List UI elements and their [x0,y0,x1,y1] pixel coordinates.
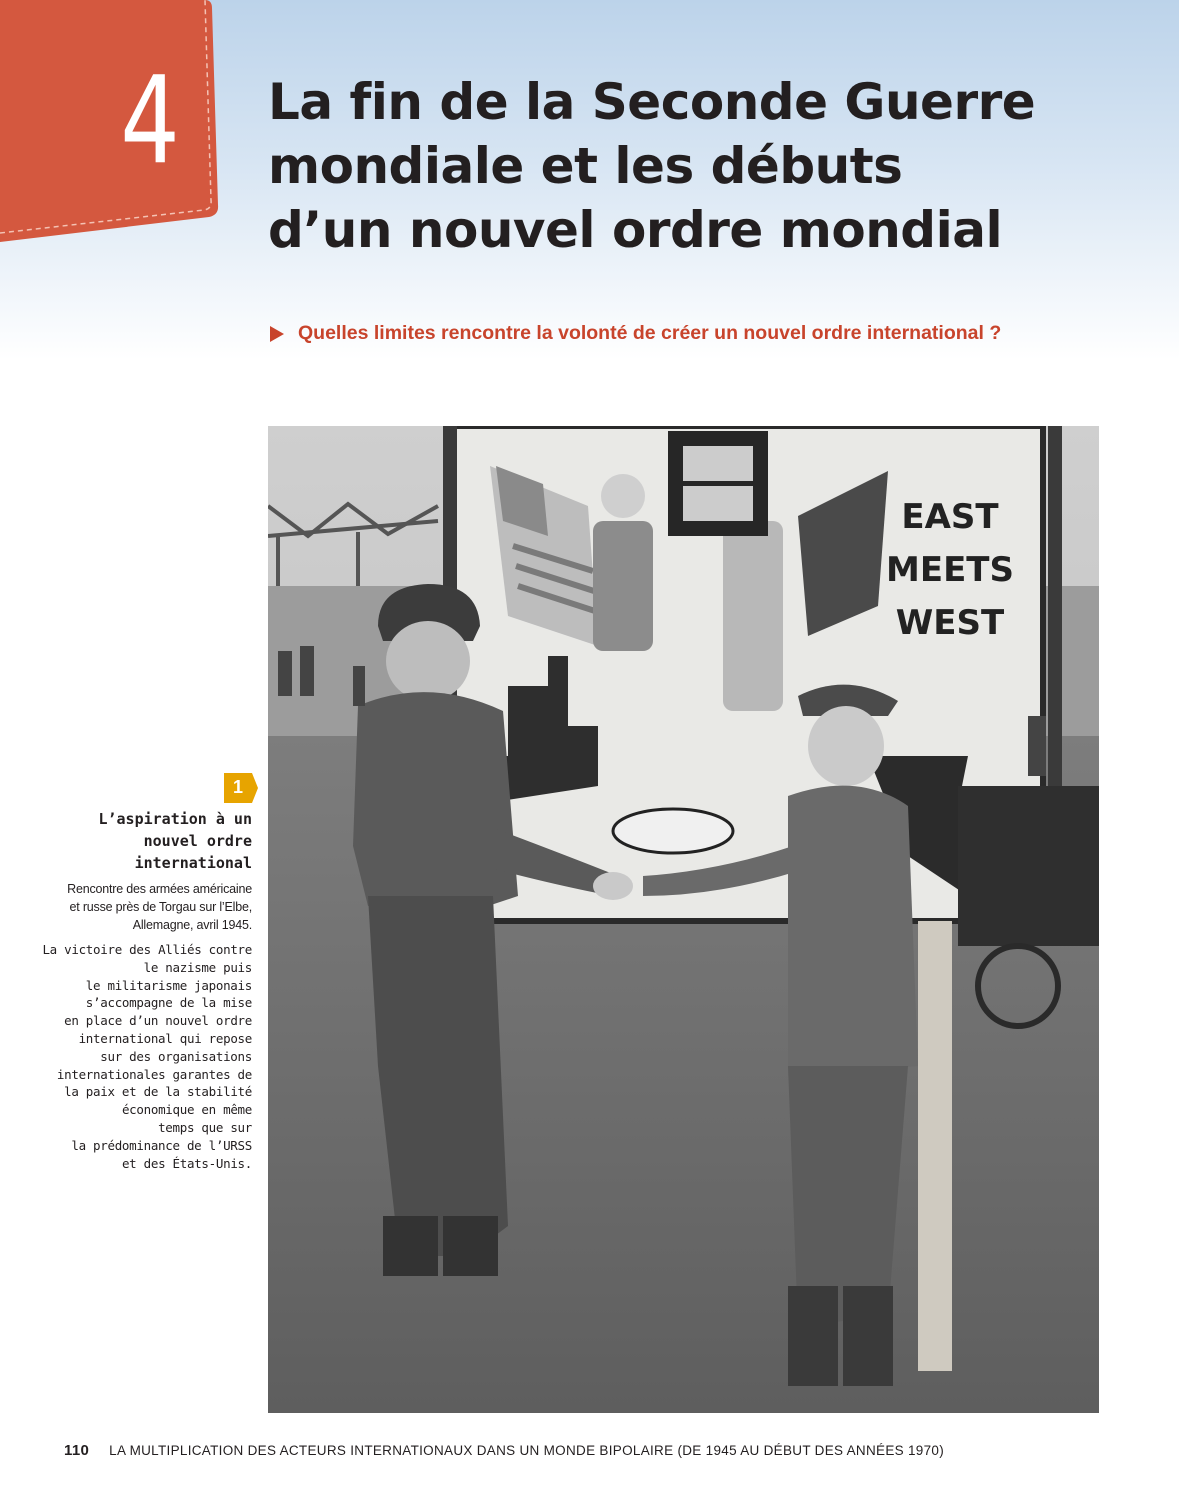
chapter-question [270,322,1170,345]
source-line: Rencontre des armées américaine [67,882,252,896]
running-title: LA MULTIPLICATION DES ACTEURS INTERNATIONAUX DANS UN MONDE BIPOLAIRE (DE 1945 AU DÉBUT DES ANNÉES 1970) [109,1443,945,1458]
document-title-line: L’aspiration à un [98,810,252,828]
play-arrow-icon [270,326,284,342]
text-line: temps que sur [158,1119,252,1135]
text-line: économique en même [121,1102,252,1118]
document-source [40,880,252,934]
document-number-badge [224,773,258,803]
chapter-title-line: mondiale et les débuts [268,137,903,195]
document-title-line: international [134,854,252,872]
document-title [40,808,252,874]
text-line: la prédominance de l’URSS [71,1137,252,1153]
page-footer [64,1442,1164,1459]
source-line: Allemagne, avril 1945. [132,918,252,932]
text-line: en place d’un nouvel ordre [64,1013,252,1029]
text-line: internationales garantes de [56,1066,252,1082]
text-line: sur des organisations [100,1048,252,1064]
document-number: 1 [232,777,243,797]
text-line: La victoire des Alliés contre [42,942,252,957]
sign-line: EAST [901,497,999,537]
sign-line: WEST [895,603,1005,643]
sign-line: MEETS [886,550,1014,590]
chapter-tab [0,0,220,242]
source-line: et russe près de Torgau sur l’Elbe, [69,900,252,914]
document-title-line: nouvel ordre [143,832,252,850]
text-line: international qui repose [78,1030,252,1046]
text-line: le militarisme japonais [85,977,252,993]
chapter-title-line: d’un nouvel ordre mondial [268,201,1003,259]
chapter-question-text: Quelles limites rencontre la volonté de créer un nouvel ordre international ? [298,322,1002,344]
text-line: et des États-Unis. [121,1155,252,1171]
text-line: le nazisme puis [143,959,252,975]
photo-illustration [268,426,1099,1413]
document-description [40,941,252,1172]
text-line: s’accompagne de la mise [85,995,252,1011]
chapter-title-line: La fin de la Seconde Guerre [268,73,1036,131]
text-line: la paix et de la stabilité [64,1084,252,1100]
historical-photo [268,426,1099,1413]
chapter-number: 4 [120,52,180,191]
page-number: 110 [64,1442,90,1459]
chapter-title [268,70,1168,262]
